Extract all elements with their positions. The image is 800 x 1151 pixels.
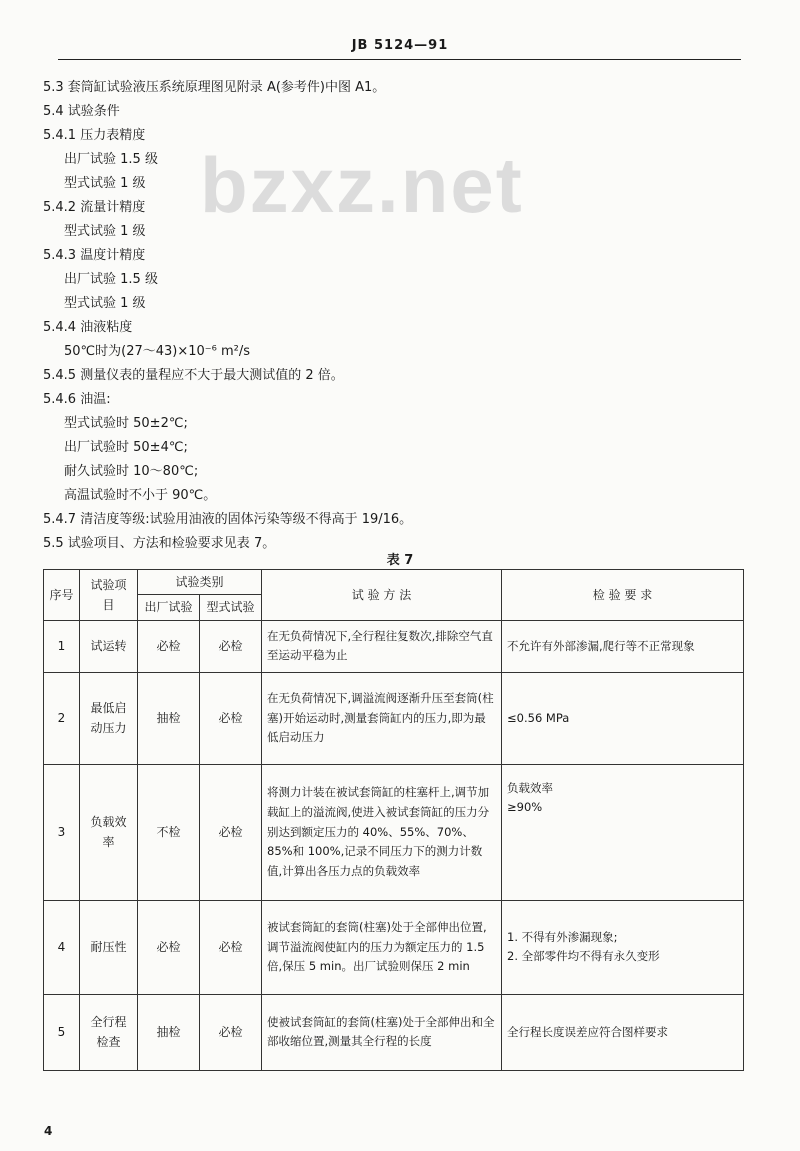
row-item: 负载效率 bbox=[80, 764, 138, 900]
row-item: 试运转 bbox=[80, 620, 138, 672]
clause-text: 耐久试验时 10～80℃; bbox=[64, 464, 199, 479]
header-requirement: 检 验 要 求 bbox=[502, 570, 744, 621]
row-requirement bbox=[502, 620, 744, 672]
table-row bbox=[44, 620, 744, 672]
row-method: 将测力计装在被试套筒缸的柱塞杆上,调节加载缸上的溢流阀,使进入被试套筒缸的压力分别达到额定压力的 40%、55%、70%、85%和 100%,记录不同压力下的测力计数值,计算出各压力点的负载效率 bbox=[262, 764, 502, 900]
row-factory: 必检 bbox=[138, 620, 200, 672]
table-row bbox=[44, 900, 744, 994]
header-type: 型式试验 bbox=[200, 595, 262, 620]
row-factory: 抽检 bbox=[138, 994, 200, 1070]
clause-text: 出厂试验时 50±4℃; bbox=[64, 440, 188, 455]
row-type: 必检 bbox=[200, 672, 262, 764]
table-caption: 表 7 bbox=[386, 553, 414, 568]
header-category: 试验类别 bbox=[138, 570, 262, 595]
clause-5-3: 5.3 套筒缸试验液压系统原理图见附录 A(参考件)中图 A1。 bbox=[43, 80, 386, 95]
header-factory: 出厂试验 bbox=[138, 595, 200, 620]
clause-5-4-1: 5.4.1 压力表精度 bbox=[43, 128, 146, 143]
row-no: 5 bbox=[44, 994, 80, 1070]
row-method: 被试套筒缸的套筒(柱塞)处于全部伸出位置,调节溢流阀使缸内的压力为额定压力的 1.5 倍,保压 5 min。出厂试验则保压 2 min bbox=[262, 900, 502, 994]
clause-text: 出厂试验 1.5 级 bbox=[64, 272, 158, 287]
row-item: 全行程检查 bbox=[80, 994, 138, 1070]
row-type: 必检 bbox=[200, 764, 262, 900]
requirement-line: 2. 全部零件均不得有永久变形 bbox=[507, 949, 660, 964]
page-number: 4 bbox=[44, 1124, 53, 1138]
clause-5-4: 5.4 试验条件 bbox=[43, 104, 120, 119]
row-no: 3 bbox=[44, 764, 80, 900]
requirement-line: 负载效率 bbox=[507, 780, 554, 795]
clause-5-4-2: 5.4.2 流量计精度 bbox=[43, 200, 146, 215]
watermark: bzxz.net bbox=[200, 141, 524, 229]
row-factory: 必检 bbox=[138, 900, 200, 994]
row-no: 4 bbox=[44, 900, 80, 994]
clause-5-5: 5.5 试验项目、方法和检验要求见表 7。 bbox=[43, 536, 276, 551]
row-type: 必检 bbox=[200, 994, 262, 1070]
clause-text: 型式试验时 50±2℃; bbox=[64, 416, 188, 431]
row-no: 1 bbox=[44, 620, 80, 672]
row-method: 在无负荷情况下,调溢流阀逐渐升压至套筒(柱塞)开始运动时,测量套筒缸内的压力,即为最低启动压力 bbox=[262, 672, 502, 764]
row-factory: 抽检 bbox=[138, 672, 200, 764]
clause-5-4-7: 5.4.7 清洁度等级:试验用油液的固体污染等级不得高于 19/16。 bbox=[43, 512, 413, 527]
row-requirement bbox=[502, 900, 744, 994]
clause-text: 50℃时为(27～43)×10⁻⁶ m²/s bbox=[64, 344, 251, 359]
requirement-line: 全行程长度误差应符合图样要求 bbox=[507, 1024, 669, 1039]
header-seq: 序号 bbox=[44, 570, 80, 621]
clause-text: 高温试验时不小于 90℃。 bbox=[64, 488, 217, 503]
clause-text: 型式试验 1 级 bbox=[64, 296, 146, 311]
clause-5-4-4: 5.4.4 油液粘度 bbox=[43, 320, 133, 335]
clause-text: 型式试验 1 级 bbox=[64, 176, 146, 191]
requirement-line: 不允许有外部渗漏,爬行等不正常现象 bbox=[507, 638, 695, 653]
row-no: 2 bbox=[44, 672, 80, 764]
test-table bbox=[43, 569, 744, 1071]
row-method: 在无负荷情况下,全行程往复数次,排除空气直至运动平稳为止 bbox=[262, 620, 502, 672]
row-item: 耐压性 bbox=[80, 900, 138, 994]
row-method: 使被试套筒缸的套筒(柱塞)处于全部伸出和全部收缩位置,测量其全行程的长度 bbox=[262, 994, 502, 1070]
clause-5-4-5: 5.4.5 测量仪表的量程应不大于最大测试值的 2 倍。 bbox=[43, 368, 344, 383]
table-row bbox=[44, 672, 744, 764]
standard-code-header: JB 5124—91 bbox=[351, 38, 449, 53]
table-row bbox=[44, 764, 744, 900]
header-method: 试 验 方 法 bbox=[262, 570, 502, 621]
row-item: 最低启动压力 bbox=[80, 672, 138, 764]
clause-5-4-3: 5.4.3 温度计精度 bbox=[43, 248, 146, 263]
row-factory: 不检 bbox=[138, 764, 200, 900]
row-requirement bbox=[502, 764, 744, 900]
row-type: 必检 bbox=[200, 620, 262, 672]
row-requirement bbox=[502, 994, 744, 1070]
requirement-line: ≤0.56 MPa bbox=[507, 710, 570, 725]
clause-5-4-6: 5.4.6 油温: bbox=[43, 392, 111, 407]
row-type: 必检 bbox=[200, 900, 262, 994]
row-requirement bbox=[502, 672, 744, 764]
clause-text: 型式试验 1 级 bbox=[64, 224, 146, 239]
table-row bbox=[44, 994, 744, 1070]
clause-text: 出厂试验 1.5 级 bbox=[64, 152, 158, 167]
header-rule bbox=[58, 59, 741, 60]
requirement-line: 1. 不得有外渗漏现象; bbox=[507, 929, 618, 944]
header-item: 试验项目 bbox=[80, 570, 138, 621]
requirement-line: ≥90% bbox=[507, 800, 543, 815]
